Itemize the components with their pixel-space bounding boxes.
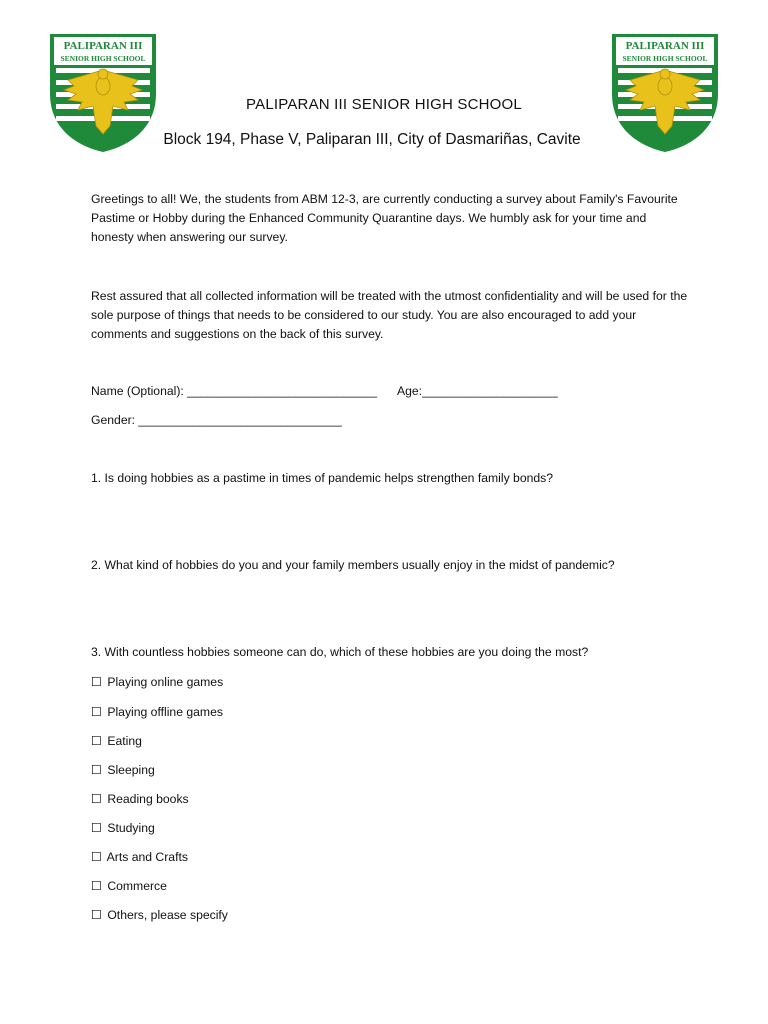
option-label: Commerce bbox=[107, 879, 167, 893]
option-label: Eating bbox=[107, 734, 142, 748]
checkbox-icon[interactable]: ☐ bbox=[91, 821, 102, 835]
logo-text-line1: PALIPARAN III bbox=[625, 40, 705, 52]
option-others[interactable] bbox=[91, 908, 228, 922]
checkbox-icon[interactable]: ☐ bbox=[91, 879, 102, 893]
option-studying[interactable] bbox=[91, 821, 155, 835]
option-label: Others, please specify bbox=[107, 908, 228, 922]
option-label: Playing online games bbox=[107, 675, 224, 689]
option-label: Arts and Crafts bbox=[106, 850, 188, 864]
option-label: Playing offline games bbox=[107, 705, 223, 719]
option-eating[interactable] bbox=[91, 734, 142, 748]
name-field[interactable]: Name (Optional): ____________________________ bbox=[91, 384, 377, 398]
intro-paragraph-greeting: Greetings to all! We, the students from ABM 12-3, are currently conducting a survey about Family's Favourite Pastime or Hobby during the Enhanced Community Quarantine days. We humbly ask for your time and honesty when answering our survey. bbox=[91, 192, 678, 244]
option-commerce[interactable] bbox=[91, 879, 167, 893]
question-3: 3. With countless hobbies someone can do, which of these hobbies are you doing the most? bbox=[91, 645, 589, 659]
checkbox-icon[interactable]: ☐ bbox=[91, 763, 102, 777]
option-playing-offline-games[interactable] bbox=[91, 705, 223, 719]
checkbox-icon[interactable]: ☐ bbox=[91, 705, 102, 719]
school-name: PALIPARAN III SENIOR HIGH SCHOOL bbox=[246, 96, 522, 113]
intro-paragraph-confidentiality: Rest assured that all collected information will be treated with the utmost confidentiality and will be used for the sole purpose of things that needs to be considered to our study. You are also encouraged to add your comments and suggestions on the back of this survey. bbox=[91, 289, 688, 341]
school-address: Block 194, Phase V, Paliparan III, City of Dasmariñas, Cavite bbox=[163, 131, 581, 148]
checkbox-icon[interactable]: ☐ bbox=[91, 675, 102, 689]
option-arts-and-crafts[interactable] bbox=[91, 850, 188, 864]
option-reading-books[interactable] bbox=[91, 792, 189, 806]
question-2: 2. What kind of hobbies do you and your family members usually enjoy in the midst of pandemic? bbox=[91, 558, 615, 572]
checkbox-icon[interactable]: ☐ bbox=[91, 792, 102, 806]
checkbox-icon[interactable]: ☐ bbox=[91, 850, 102, 864]
checkbox-icon[interactable]: ☐ bbox=[91, 908, 102, 922]
question-1: 1. Is doing hobbies as a pastime in times of pandemic helps strengthen family bonds? bbox=[91, 471, 554, 485]
logo-text-line2: SENIOR HIGH SCHOOL bbox=[622, 54, 708, 63]
option-playing-online-games[interactable] bbox=[91, 675, 223, 689]
logo-text-line2: SENIOR HIGH SCHOOL bbox=[60, 54, 146, 63]
logo-text-line1: PALIPARAN III bbox=[63, 40, 143, 52]
option-label: Studying bbox=[107, 821, 155, 835]
age-field[interactable]: Age:____________________ bbox=[397, 384, 558, 398]
option-sleeping[interactable] bbox=[91, 763, 155, 777]
checkbox-icon[interactable]: ☐ bbox=[91, 734, 102, 748]
option-label: Sleeping bbox=[107, 763, 155, 777]
option-label: Reading books bbox=[107, 792, 189, 806]
gender-field[interactable]: Gender: ______________________________ bbox=[91, 413, 342, 427]
